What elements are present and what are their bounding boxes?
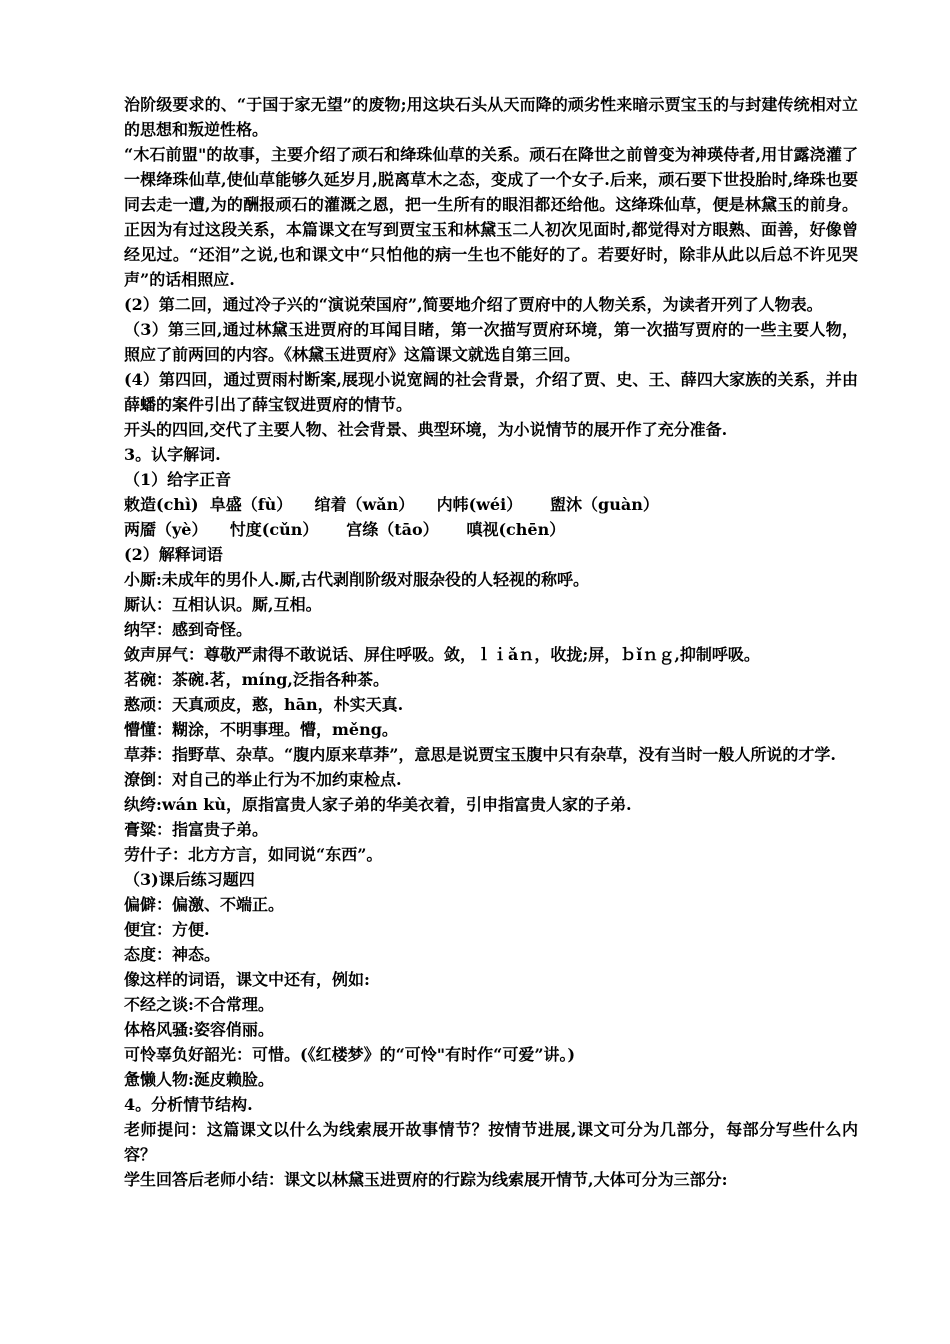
term-mingwan: 茗碗：茶碗.茗，míng,泛指各种茶。: [124, 670, 389, 689]
paragraph-examples-intro: 像这样的词语，课文中还有，例如:: [124, 970, 370, 989]
paragraph-3: (2）第二回，通过冷子兴的“演说荣国府”,简要地介绍了贾府中的人物关系，为读者开列了人物表。: [124, 295, 823, 314]
term-tigefengsao: 体格风骚:姿容俏丽。: [124, 1020, 274, 1039]
term-liaodao: 潦倒：对自己的举止行为不加约束检点.: [124, 770, 402, 789]
paragraph-5: (4）第四回，通过贾雨村断案,展现小说宽阔的社会背景，介绍了贾、史、王、薛四大家族的关系，并由薛蟠的案件引出了薛宝钗进贾府的情节。: [124, 370, 858, 414]
term-pianpi: 偏僻：偏激、不端正。: [124, 895, 285, 914]
paragraph-2: “木石前盟"的故事，主要介绍了顽石和绛珠仙草的关系。顽石在降世之前曾变为神瑛侍者,用甘露浇灌了一棵绛珠仙草,使仙草能够久延岁月,脱离草木之态，变成了一个女子.后来，顽石要下世投胎时,绛珠也要同去走一遭,为的酬报顽石的灌溉之恩，把一生所有的眼泪都还给他。这绛珠仙草，便是林黛玉的前身。正因为有过这段关系，本篇课文在写到贾宝玉和林黛玉二人初次见面时,都觉得对方眼熟、面善，好像曾经见过。“还泪”之说,也和课文中“只怕他的病一生也不能好的了。若要好时，除非从此以后总不许见哭声”的话相照应.: [124, 145, 858, 289]
paragraph-1: 治阶级要求的、“于国于家无望”的废物;用这块石头从天而降的顽劣性来暗示贾宝玉的与封建传统相对立的思想和叛逆性格。: [124, 95, 858, 139]
term-wanku: 纨绔:wán kù，原指富贵人家子弟的华美衣着，引申指富贵人家的子弟.: [124, 795, 632, 814]
paragraph-4: （3）第三回,通过林黛玉进贾府的耳闻目睹，第一次描写贾府环境，第一次描写贾府的一些主要人物，照应了前两回的内容。《林黛玉进贾府》这篇课文就选自第三回。: [124, 320, 858, 364]
term-gaoliang: 膏粱：指富贵子弟。: [124, 820, 269, 839]
teacher-question: 老师提问：这篇课文以什么为线索展开故事情节？按情节进展,课文可分为几部分，每部分写些什么内容？: [124, 1120, 858, 1164]
pronunciation-row-2: 两靥（yè） 忖度(cǔn） 宫绦（tāo） 嗔视(chēn）: [124, 520, 566, 539]
term-nahan: 纳罕：感到奇怪。: [124, 620, 253, 639]
teacher-summary: 学生回答后老师小结：课文以林黛玉进贾府的行踪为线索展开情节,大体可分为三部分:: [124, 1170, 728, 1189]
term-siren: 厮认：互相认识。厮,互相。: [124, 595, 322, 614]
term-lianshengbingqi: 敛声屏气：尊敬严肃得不敢说话、屏住呼吸。敛，ｌｉǎｎ，收拢;屏，ｂǐｎｇ,抑制呼吸。: [124, 645, 760, 664]
term-mengdong: 懵懂：糊涂，不明事理。懵，měng。: [124, 720, 398, 739]
term-xiaosi: 小厮:未成年的男仆人.厮,古代剥削阶级对服杂役的人轻视的称呼。: [124, 570, 590, 589]
term-hanwan: 憨顽：天真顽皮，憨，hān，朴实天真.: [124, 695, 404, 714]
pronunciation-row-1: 敕造(chì) 阜盛（fù） 绾着（wǎn） 内帏(wéi） 盥沐（guàn）: [124, 495, 659, 514]
paragraph-6: 开头的四回,交代了主要人物、社会背景、典型环境，为小说情节的展开作了充分准备.: [124, 420, 728, 439]
term-caomang: 草莽：指野草、杂草。“腹内原来草莽”，意思是说贾宝玉腹中只有杂草，没有当时一般人所说的才学.: [124, 745, 836, 764]
section-heading-3: 3。认字解词.: [124, 445, 221, 464]
term-beilanrenwu: 惫懒人物:涎皮赖脸。: [124, 1070, 274, 1089]
subheading-pronunciation: （1）给字正音: [124, 470, 232, 489]
term-taidu: 态度：神态。: [124, 945, 221, 964]
term-pianyi: 便宜：方便.: [124, 920, 210, 939]
term-bujingzhitan: 不经之谈:不合常理。: [124, 995, 274, 1014]
term-kelian: 可怜辜负好韶光：可惜。(《红楼梦》的“可怜"有时作“可爱”讲。): [124, 1045, 576, 1064]
subheading-vocabulary: (2）解释词语: [124, 545, 223, 564]
term-laoshizi: 劳什子：北方方言，如同说“东西”。: [124, 845, 383, 864]
section-heading-4: 4。分析情节结构.: [124, 1095, 253, 1114]
subheading-exercise-4: （3)课后练习题四: [124, 870, 255, 889]
